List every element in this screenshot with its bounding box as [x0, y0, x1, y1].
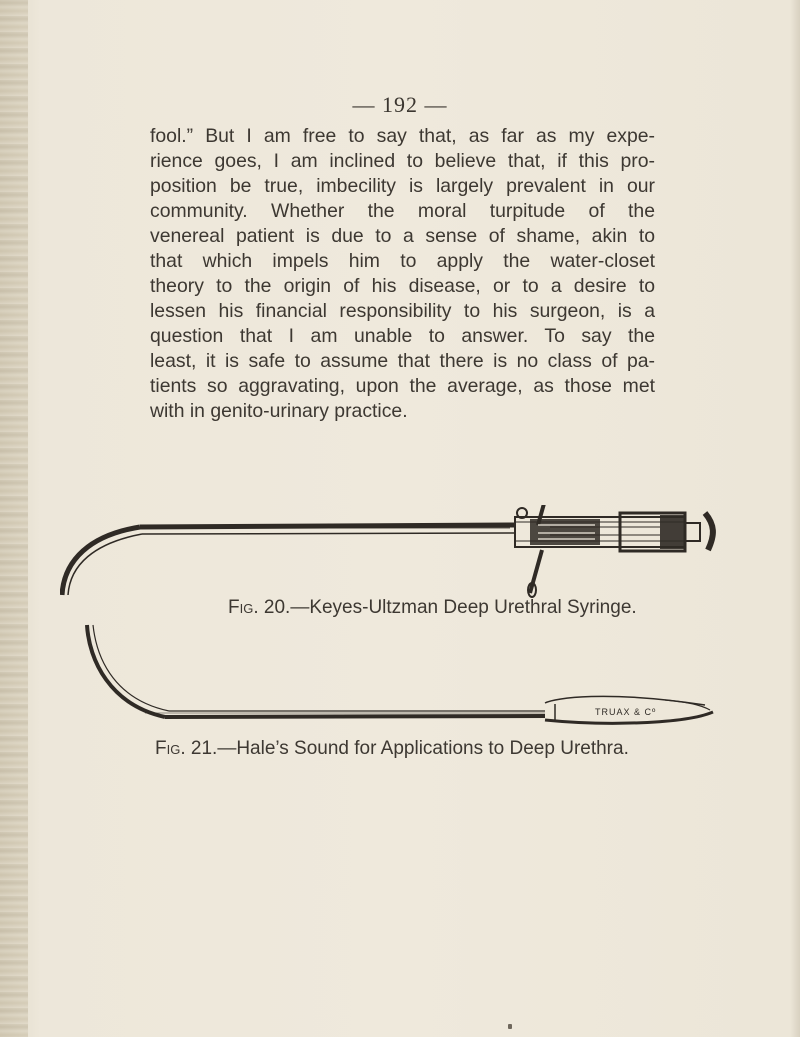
figure-caption-text: —Hale’s Sound for Applications to Deep Urethra. — [217, 738, 629, 759]
text-line: theory to the origin of his disease, or to a desire to — [150, 275, 655, 297]
figure-number: 21. — [190, 738, 218, 759]
figure-number: 20. — [263, 597, 291, 618]
text-line: question that I am unable to answer. To say the — [150, 325, 655, 347]
syringe-illustration — [60, 505, 740, 600]
figure-label: Fig. — [155, 738, 186, 759]
text-line: rience goes, I am inclined to believe that, if this pro- — [150, 150, 655, 172]
page-gutter — [0, 0, 28, 1037]
text-line: community. Whether the moral turpitude of the — [150, 200, 655, 222]
text-line: lessen his financial responsibility to his surgeon, is a — [150, 300, 655, 322]
body-paragraph — [150, 124, 655, 424]
text-line: fool.” But I am free to say that, as far as my expe- — [150, 125, 655, 147]
text-line: least, it is safe to assume that there is no class of pa- — [150, 350, 655, 372]
text-line: that which impels him to apply the water-closet — [150, 250, 655, 272]
page-number: — 192 — — [352, 92, 448, 117]
figure-20-caption — [228, 597, 637, 619]
text-line: with in genito-urinary practice. — [150, 400, 408, 422]
figure-caption-text: —Keyes-Ultzman Deep Urethral Syringe. — [290, 597, 637, 618]
text-line: venereal patient is due to a sense of shame, akin to — [150, 225, 655, 247]
maker-engraving: TRUAX & Cº — [595, 707, 657, 717]
text-line: position be true, imbecility is largely prevalent in our — [150, 175, 655, 197]
ink-speck — [508, 1024, 512, 1029]
text-line: tients so aggravating, upon the average, as those met — [150, 375, 655, 397]
figure-label: Fig. — [228, 597, 259, 618]
figure-21-caption — [155, 738, 629, 760]
sound-illustration — [85, 620, 725, 725]
